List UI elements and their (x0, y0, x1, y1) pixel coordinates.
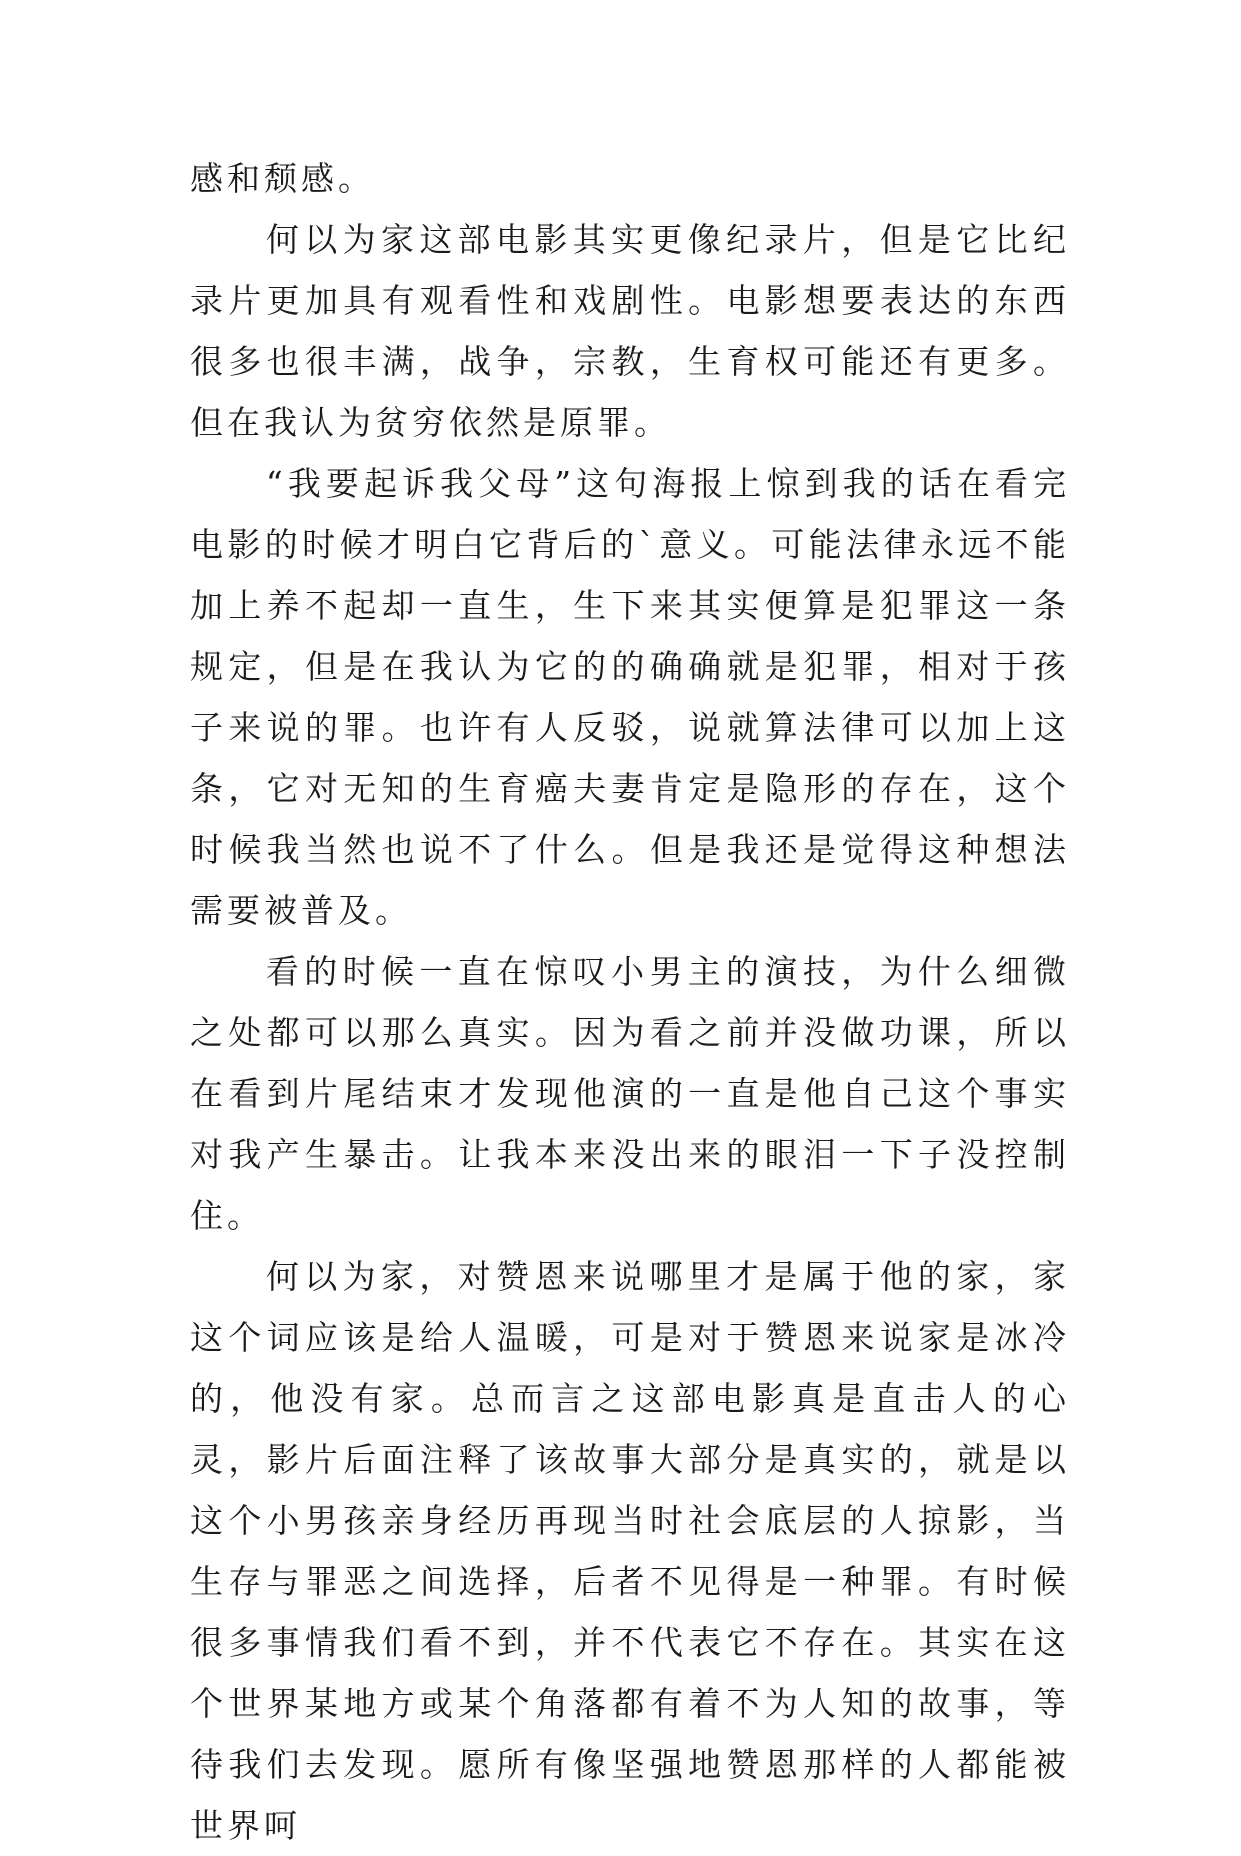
paragraph-continuation: 感和颓感。 (190, 159, 375, 198)
document-body (190, 148, 1070, 1856)
paragraph-film-overview: 何以为家这部电影其实更像纪录片，但是它比纪录片更加具有观看性和戏剧性。电影想要表达的东西很多也很丰满，战争，宗教，生育权可能还有更多。但在我认为贫穷依然是原罪。 (190, 220, 1070, 442)
paragraph-acting: 看的时候一直在惊叹小男主的演技，为什么细微之处都可以那么真实。因为看之前并没做功课，所以在看到片尾结束才发现他演的一直是他自己这个事实对我产生暴击。让我本来没出来的眼泪一下子没控制住。 (190, 952, 1070, 1235)
paragraph-poster-quote: “我要起诉我父母”这句海报上惊到我的话在看完电影的时候才明白它背后的`意义。可能法律永远不能加上养不起却一直生，生下来其实便算是犯罪这一条规定，但是在我认为它的的确确就是犯罪，相对于孩子来说的罪。也许有人反驳，说就算法律可以加上这条，它对无知的生育癌夫妻肯定是隐形的存在，这个时候我当然也说不了什么。但是我还是觉得这种想法需要被普及。 (190, 464, 1070, 930)
paragraph-home-meaning: 何以为家，对赞恩来说哪里才是属于他的家，家这个词应该是给人温暖，可是对于赞恩来说家是冰冷的，他没有家。总而言之这部电影真是直击人的心灵，影片后面注释了该故事大部分是真实的，就是以这个小男孩亲身经历再现当时社会底层的人掠影，当生存与罪恶之间选择，后者不见得是一种罪。有时候很多事情我们看不到，并不代表它不存在。其实在这个世界某地方或某个角落都有着不为人知的故事，等待我们去发现。愿所有像坚强地赞恩那样的人都能被世界呵 (190, 1257, 1070, 1845)
